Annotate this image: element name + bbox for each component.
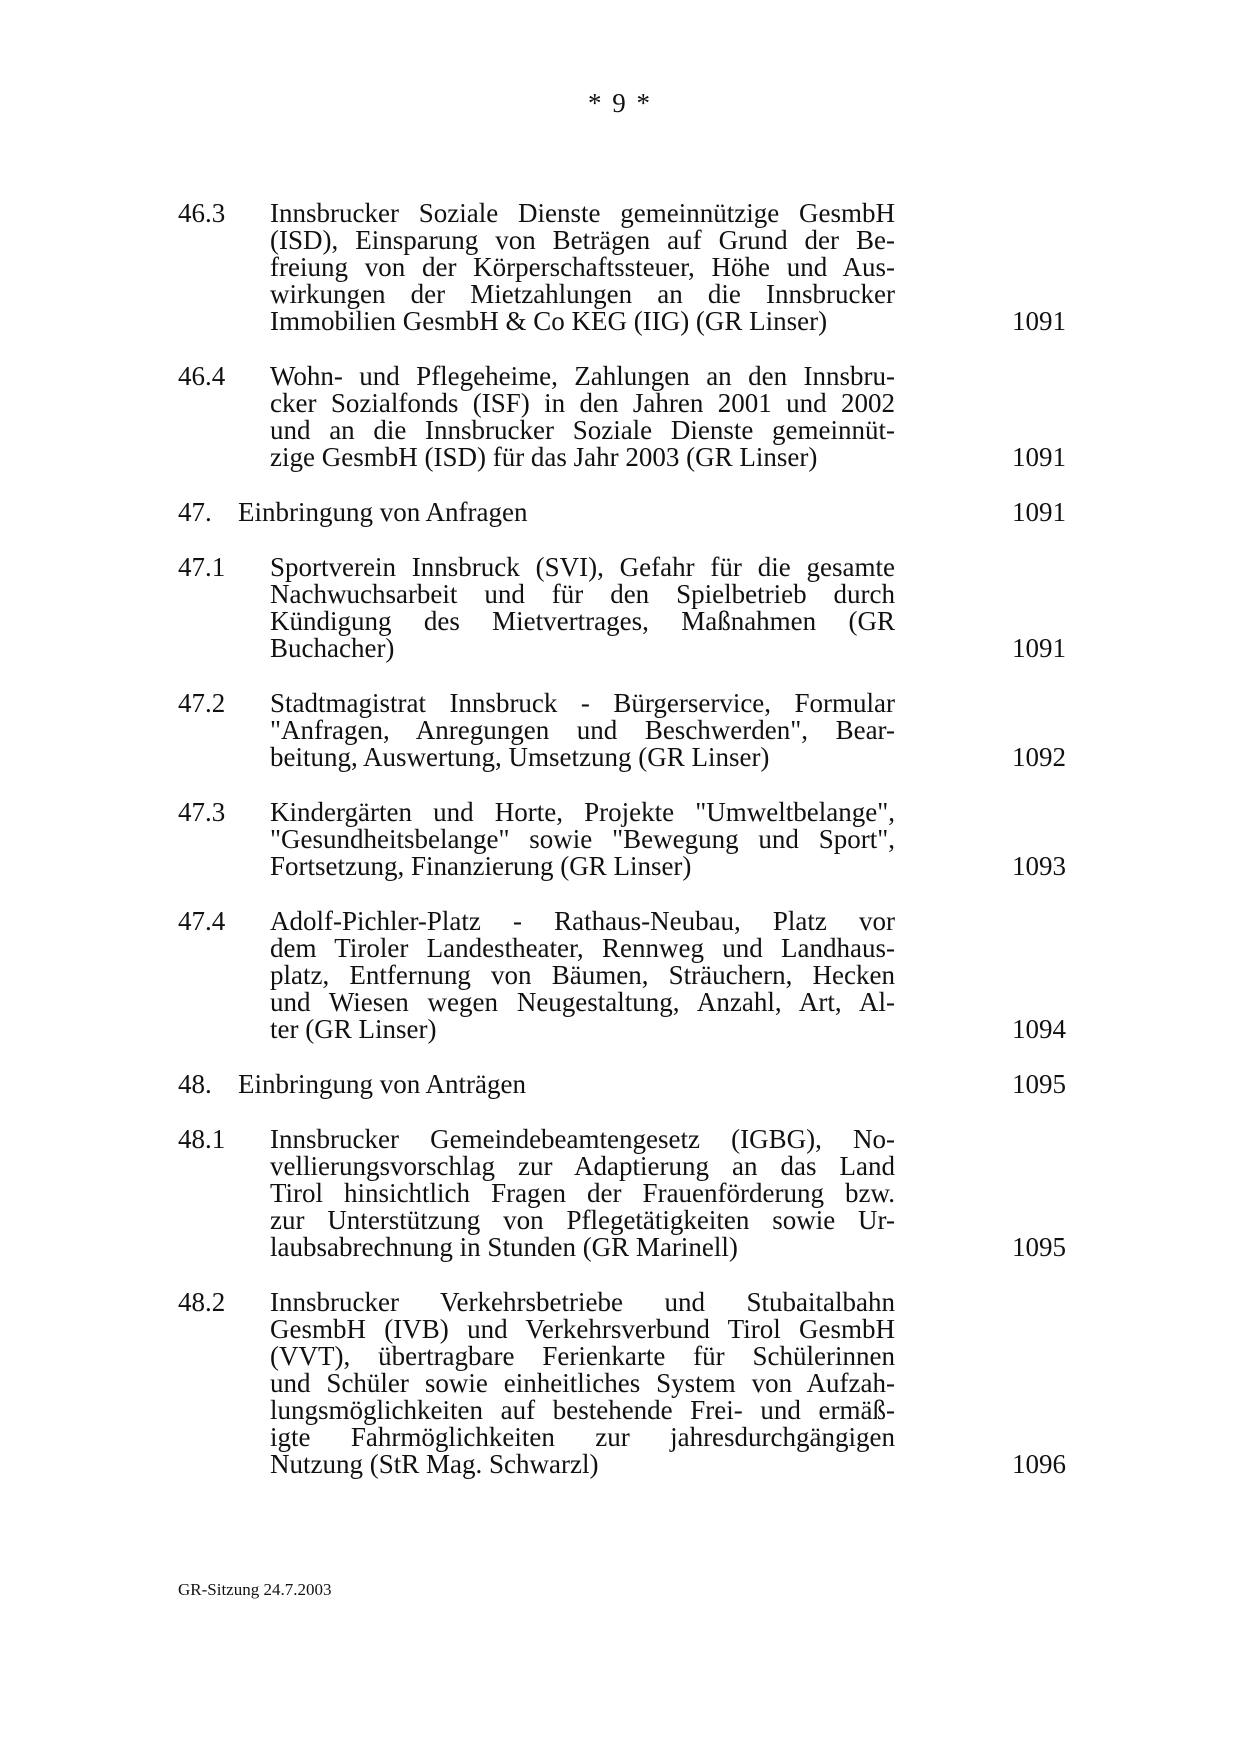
entry-number: 47.2 xyxy=(178,688,226,718)
entry-page-number: 1091 xyxy=(1012,442,1066,472)
entry-title xyxy=(270,363,895,471)
entry-page-number: 1092 xyxy=(1012,742,1066,772)
entry-title-line: Stadtmagistrat Innsbruck - Bürgerservice, Formular xyxy=(270,688,895,718)
entry-title-line: wirkungen der Mietzahlungen an die Innsbrucker xyxy=(270,279,895,309)
entry-title-line: Sportverein Innsbruck (SVI), Gefahr für die gesamte xyxy=(270,552,895,582)
entry-title-line: igte Fahrmöglichkeiten zur jahresdurchgängigen xyxy=(270,1422,895,1452)
entry-page-number: 1091 xyxy=(1012,497,1066,527)
footer-session-date: GR-Sitzung 24.7.2003 xyxy=(178,1580,332,1599)
entry-number: 47.4 xyxy=(178,906,226,936)
entry-title-line: und Schüler sowie einheitliches System von Aufzah- xyxy=(270,1368,895,1398)
entry-title-line: ter (GR Linser) xyxy=(270,1014,437,1044)
entry-page-number: 1093 xyxy=(1012,851,1066,881)
toc-entry xyxy=(0,200,1240,335)
entry-page-number: 1091 xyxy=(1012,306,1066,336)
entry-title-line: Fortsetzung, Finanzierung (GR Linser) xyxy=(270,851,692,881)
toc-section-heading xyxy=(0,1071,1240,1098)
entry-title-line: Buchacher) xyxy=(270,633,395,663)
entry-number: 48.1 xyxy=(178,1124,226,1154)
entry-title-line: "Anfragen, Anregungen und Beschwerden", Bear- xyxy=(270,715,895,745)
toc-entry xyxy=(0,554,1240,662)
entry-title-line: lungsmöglichkeiten auf bestehende Frei- und ermäß- xyxy=(270,1395,895,1425)
entry-title-line: Nutzung (StR Mag. Schwarzl) xyxy=(270,1449,599,1479)
toc-section-heading xyxy=(0,499,1240,526)
entry-title-line: und an die Innsbrucker Soziale Dienste gemeinnüt- xyxy=(270,415,895,445)
entry-number: 47.1 xyxy=(178,552,226,582)
entry-title-line: (ISD), Einsparung von Beträgen auf Grund der Be- xyxy=(270,225,895,255)
entry-title-line: "Gesundheitsbelange" sowie "Bewegung und Sport", xyxy=(270,824,895,854)
entry-title-line: und Wiesen wegen Neugestaltung, Anzahl, Art, Al- xyxy=(270,987,895,1017)
entry-title xyxy=(270,1126,895,1261)
entry-title-line: Nachwuchsarbeit und für den Spielbetrieb durch xyxy=(270,579,895,609)
toc-entry xyxy=(0,690,1240,771)
entry-title-line: cker Sozialfonds (ISF) in den Jahren 2001 und 2002 xyxy=(270,388,895,418)
entry-page-number: 1094 xyxy=(1012,1014,1066,1044)
entry-title-line: Adolf-Pichler-Platz - Rathaus-Neubau, Platz vor xyxy=(270,906,895,936)
entry-title xyxy=(238,1071,863,1098)
entry-title-line: platz, Entfernung von Bäumen, Sträuchern, Hecken xyxy=(270,960,895,990)
entry-title-line: zige GesmbH (ISD) für das Jahr 2003 (GR Linser) xyxy=(270,442,818,472)
entry-title-line: GesmbH (IVB) und Verkehrsverbund Tirol GesmbH xyxy=(270,1314,895,1344)
page-number: * 9 * xyxy=(588,88,652,118)
entry-page-number: 1095 xyxy=(1012,1069,1066,1099)
toc-entry xyxy=(0,799,1240,880)
entry-title xyxy=(270,799,895,880)
toc-entry xyxy=(0,1289,1240,1478)
entry-title-line: Einbringung von Anträgen xyxy=(238,1069,526,1099)
entry-page-number: 1096 xyxy=(1012,1449,1066,1479)
entry-number: 46.3 xyxy=(178,198,226,228)
entry-title-line: (VVT), übertragbare Ferienkarte für Schülerinnen xyxy=(270,1341,895,1371)
toc-entry xyxy=(0,908,1240,1043)
entry-page-number: 1095 xyxy=(1012,1232,1066,1262)
table-of-contents xyxy=(0,200,1240,1506)
entry-title-line: Innsbrucker Soziale Dienste gemeinnützige GesmbH xyxy=(270,198,895,228)
entry-title xyxy=(270,1289,895,1478)
entry-title-line: Wohn- und Pflegeheime, Zahlungen an den Innsbru- xyxy=(270,361,895,391)
toc-entry xyxy=(0,1126,1240,1261)
entry-title-line: Innsbrucker Gemeindebeamtengesetz (IGBG), No- xyxy=(270,1124,895,1154)
entry-title xyxy=(270,690,895,771)
entry-title xyxy=(270,200,895,335)
entry-number: 48.2 xyxy=(178,1287,226,1317)
toc-entry xyxy=(0,363,1240,471)
entry-title-line: Innsbrucker Verkehrsbetriebe und Stubaitalbahn xyxy=(270,1287,895,1317)
entry-title xyxy=(270,554,895,662)
entry-number: 47.3 xyxy=(178,797,226,827)
entry-title xyxy=(238,499,863,526)
entry-title-line: Kindergärten und Horte, Projekte "Umweltbelange", xyxy=(270,797,895,827)
entry-title-line: Kündigung des Mietvertrages, Maßnahmen (GR xyxy=(270,606,895,636)
entry-title-line: freiung von der Körperschaftssteuer, Höhe und Aus- xyxy=(270,252,895,282)
entry-title-line: Einbringung von Anfragen xyxy=(238,497,528,527)
entry-number: 47. xyxy=(178,497,212,527)
entry-title-line: laubsabrechnung in Stunden (GR Marinell) xyxy=(270,1232,738,1262)
entry-title-line: Tirol hinsichtlich Fragen der Frauenförderung bzw. xyxy=(270,1178,895,1208)
entry-number: 46.4 xyxy=(178,361,226,391)
entry-title-line: dem Tiroler Landestheater, Rennweg und Landhaus- xyxy=(270,933,895,963)
entry-title xyxy=(270,908,895,1043)
entry-title-line: vellierungsvorschlag zur Adaptierung an das Land xyxy=(270,1151,895,1181)
entry-page-number: 1091 xyxy=(1012,633,1066,663)
entry-title-line: zur Unterstützung von Pflegetätigkeiten sowie Ur- xyxy=(270,1205,895,1235)
entry-title-line: beitung, Auswertung, Umsetzung (GR Linser) xyxy=(270,742,770,772)
entry-title-line: Immobilien GesmbH & Co KEG (IIG) (GR Linser) xyxy=(270,306,828,336)
entry-number: 48. xyxy=(178,1069,212,1099)
